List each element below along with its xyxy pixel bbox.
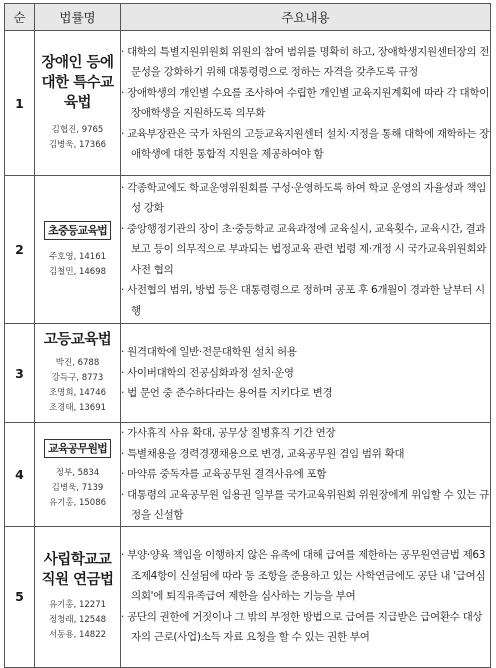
main-content-cell (121, 176, 491, 324)
content-item: · 사이버대학의 전공심화과정 설치·운영 (121, 363, 490, 384)
sponsor: 김병욱, 17366 (48, 140, 107, 150)
sponsor: 정부, 5834 (55, 468, 100, 479)
content-item: · 가사휴직 사유 확대, 공무상 질병휴직 기간 연장 (121, 423, 490, 444)
law-name-line: 고등교육법 (43, 332, 112, 348)
law-name-line: 장애인 등에 (41, 55, 114, 71)
table-row (5, 31, 491, 176)
content-item: · 원격대학에 일반·전문대학원 설치 허용 (121, 342, 490, 363)
main-content-cell (121, 31, 491, 176)
sponsor-list (35, 466, 120, 511)
law-name-line: 교육공무원법 (44, 439, 111, 458)
table-row (5, 423, 491, 527)
law-name-line: 육법 (63, 95, 91, 111)
row-number: 2 (5, 176, 35, 324)
sponsor-list (35, 356, 120, 416)
law-name-cell (35, 526, 121, 667)
sponsor: 유기홍, 15086 (48, 498, 107, 509)
content-item: · 법 문언 중 준수하다라는 용어를 지키다로 변경 (121, 383, 490, 404)
content-item: · 장애학생의 개인별 수요를 조사하여 수립한 개인별 교육지원계획에 따라 각 대학이 장애학생을 지원하도록 의무화 (121, 83, 490, 124)
law-name-cell (35, 423, 121, 527)
row-number: 1 (5, 31, 35, 176)
sponsor: 서동용, 14822 (48, 630, 107, 640)
sponsor: 정청래, 12548 (48, 615, 107, 625)
main-content-cell (121, 423, 491, 527)
row-number: 5 (5, 526, 35, 667)
main-content-cell (121, 526, 491, 667)
sponsor: 강득구, 8773 (51, 373, 104, 383)
content-item: · 대학의 특별지원위원회 위원의 참여 범위를 명확히 하고, 장애학생지원센터장의 전문성을 강화하기 위해 대통령령으로 정하는 자격을 갖추도록 규정 (121, 42, 490, 83)
law-name-line: 대한 특수교 (41, 75, 114, 91)
law-summary-table (4, 3, 491, 668)
sponsor: 조명희, 14746 (48, 388, 107, 398)
sponsor: 김철민, 14698 (48, 267, 107, 277)
table-header-row (5, 4, 491, 31)
law-name-cell (35, 176, 121, 324)
law-name-line: 사립학교교 (43, 552, 112, 568)
table-row (5, 176, 491, 324)
content-item: · 부양·양육 책임을 이행하지 않은 유족에 대해 급여를 제한하는 공무원연금법 제63조제4항이 신설됨에 따라 동 조항을 준용하고 있는 사학연금에도 공단 내 '급여심의회'에 퇴직유족급여 제한을 심사하는 기능을 부여 (121, 545, 490, 607)
sponsor: 박진, 6788 (55, 358, 100, 368)
law-name-cell (35, 324, 121, 423)
header-no: 순 (5, 4, 35, 31)
law-name-line: 직원 연금법 (41, 572, 114, 588)
sponsor: 김병욱, 7139 (51, 483, 104, 494)
sponsor-list (35, 598, 120, 643)
row-number: 4 (5, 423, 35, 527)
sponsor: 김협진, 9765 (51, 125, 104, 135)
content-item: · 마약류 중독자를 교육공무원 결격사유에 포함 (121, 464, 490, 485)
header-main-content: 주요내용 (121, 4, 491, 31)
sponsor: 조경태, 13691 (48, 403, 107, 413)
content-item: · 중앙행정기관의 장이 초·중등학교 교육과정에 교육실시, 교육횟수, 교육시간, 결과보고 등이 의무적으로 부과되는 법정교육 관련 법령 제·개정 시 국가교육위원회와 사전 협의 (121, 219, 490, 281)
header-law-name: 법률명 (35, 4, 121, 31)
content-item: · 사전협의 범위, 방법 등은 대통령령으로 정하며 공포 후 6개월이 경과한 날부터 시행 (121, 280, 490, 321)
sponsor-list (35, 250, 120, 280)
law-name-cell (35, 31, 121, 176)
content-item: · 각종학교에도 학교운영위원회를 구성·운영하도록 하여 학교 운영의 자율성과 책임성 강화 (121, 178, 490, 219)
content-item: · 공단의 권한에 거짓이나 그 밖의 부정한 방법으로 급여를 지급받은 급여환수 대상자의 근로(사업)소득 자료 요청을 할 수 있는 권한 부여 (121, 607, 490, 648)
row-number: 3 (5, 324, 35, 423)
law-name-line: 초중등교육법 (44, 221, 111, 240)
sponsor-list (35, 123, 120, 153)
table-row (5, 324, 491, 423)
table-row (5, 526, 491, 667)
content-item: · 교육부장관은 국가 차원의 고등교육지원센터 설치·지정을 통해 대학에 재학하는 장애학생에 대한 통합적 지원을 제공하여야 함 (121, 124, 490, 165)
sponsor: 유기홍, 12271 (48, 600, 107, 610)
sponsor: 주호영, 14161 (48, 252, 107, 262)
content-item: · 특별채용을 경력경쟁채용으로 변경, 교육공무원 겸임 범위 확대 (121, 444, 490, 465)
main-content-cell (121, 324, 491, 423)
content-item: · 대통령의 교육공무원 임용권 일부를 국가교육위원회 위원장에게 위임할 수 있는 규정을 신설함 (121, 485, 490, 526)
